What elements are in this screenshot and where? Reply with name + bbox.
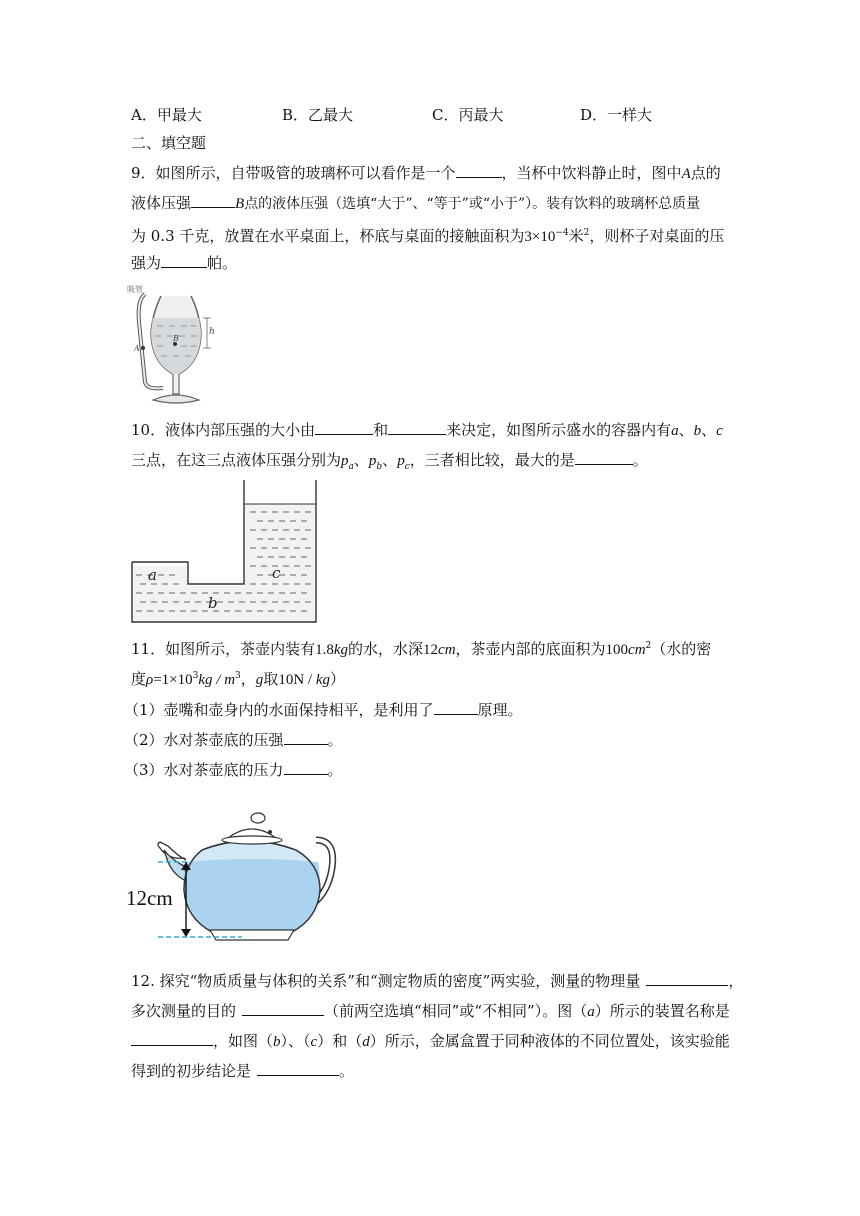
q11-line-1: 11．如图所示，茶壶内装有1.8kg的水，水深12cm，茶壶内部的底面积为$100cm^2$（水的密 xyxy=(131,640,712,658)
q10-line-1: 10．液体内部压强的大小由 和 来决定，如图所示盛水的容器内有a、b、c xyxy=(131,421,723,439)
option-a: A．甲最大 xyxy=(131,106,202,124)
option-b: B．乙最大 xyxy=(282,106,354,124)
q11-sub-1: （1）壶嘴和壶身内的水面保持相平，是利用了 原理。 xyxy=(124,701,523,719)
option-c: C．丙最大 xyxy=(432,106,504,124)
section-title: 二、填空题 xyxy=(131,134,207,152)
h-label: h xyxy=(209,327,215,337)
q9-line-4: 强为 帕。 xyxy=(131,254,238,272)
q12-line-4: 得到的初步结论是 。 xyxy=(131,1062,355,1080)
water xyxy=(132,504,316,622)
teapot-spout xyxy=(158,842,186,860)
q11-sub-3: （3）水对茶壶底的压力 。 xyxy=(124,761,343,779)
option-d: D．一样大 xyxy=(580,106,653,124)
label-a: a xyxy=(148,566,157,584)
q11-line-2: 度$\rho=1\times 10^3kg / m^3$，g取10N / kg） xyxy=(131,670,345,688)
q12-line-3: ，如图（b）、（c）和（d）所示，金属盒置于同种液体的不同位置处，该实验能 xyxy=(131,1031,730,1052)
teapot-foot xyxy=(210,930,294,940)
teapot-figure xyxy=(124,810,344,946)
q10-line-2: 三点，在这三点液体压强分别为$p_a$、$p_b$、$p_c$，三者相比较，最大的是 。 xyxy=(131,451,648,472)
q9-line-3: 为 0.3 千克，放置在水平桌面上，杯底与桌面的接触面积为$3\times 10^{-4}$米$^2$，则杯子对桌面的压 xyxy=(131,227,725,245)
b-label: B xyxy=(173,334,179,343)
glass-with-straw-figure xyxy=(123,282,223,414)
q12-line-1: 12. 探究“物质质量与体积的关系”和“测定物质的密度”两实验，测量的物理量 ， xyxy=(131,972,744,990)
point-a xyxy=(141,346,145,350)
glass-stem xyxy=(173,374,179,394)
label-c: c xyxy=(272,564,281,582)
a-label: A xyxy=(134,344,140,353)
q9-line-2: 液体压强 B点的液体压强（选填“大于”、“等于”或“小于”）。装有饮料的玻璃杯总质量 xyxy=(131,194,701,212)
q9-line-1: 9．如图所示，自带吸管的玻璃杯可以看作是一个 ，当杯中饮料静止时，图中A点的 xyxy=(131,164,721,182)
teapot-water xyxy=(184,859,320,932)
depth-label: 12cm xyxy=(126,886,173,910)
q11-sub-2: （2）水对茶壶底的压强 。 xyxy=(124,731,343,749)
label-b: b xyxy=(208,594,218,612)
q12-line-2: 多次测量的目的 （前两空选填“相同”或“不相同”）。图（a）所示的装置名称是 xyxy=(131,1002,730,1020)
glass-base xyxy=(153,395,199,403)
straw-label: 吸管 xyxy=(127,285,143,294)
container-figure xyxy=(128,478,324,626)
teapot-knob xyxy=(251,813,265,823)
